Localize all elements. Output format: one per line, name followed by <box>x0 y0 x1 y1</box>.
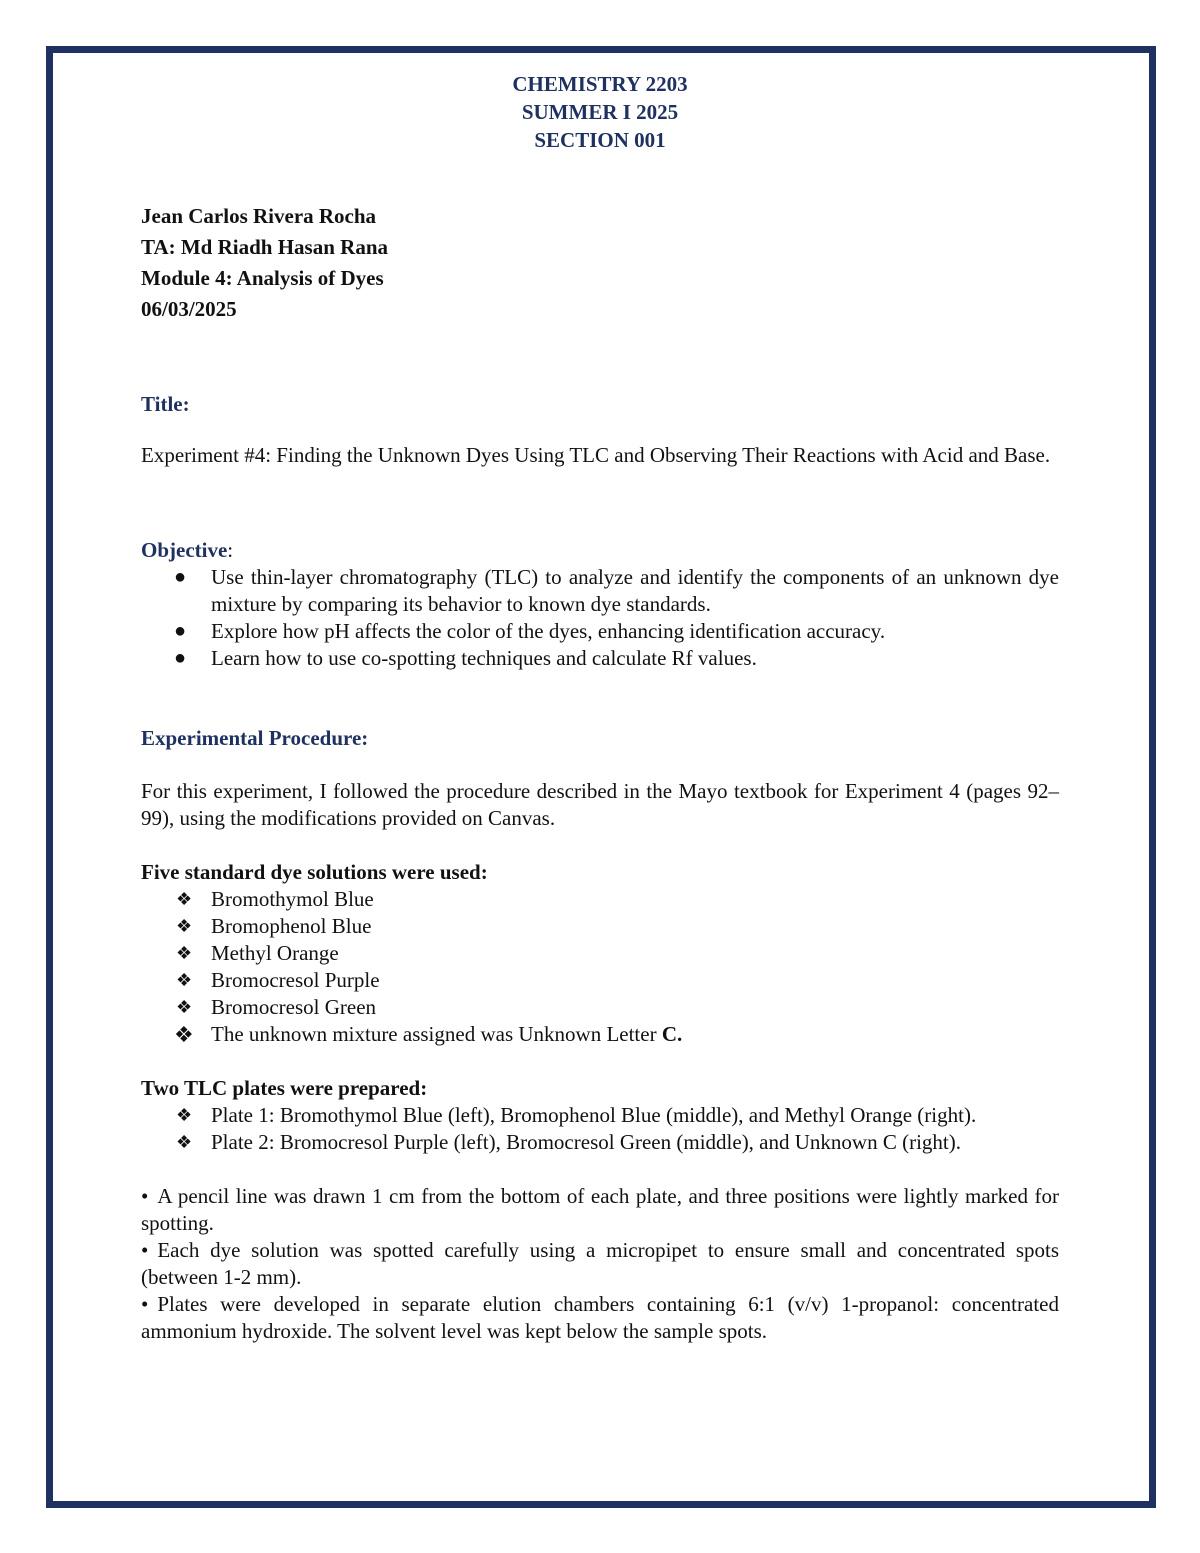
dye-name: Methyl Orange <box>211 941 339 965</box>
diamond-bullet-icon: ❖ <box>176 970 193 990</box>
objective-item <box>141 564 1059 618</box>
note-bullet-icon: • <box>141 1184 149 1208</box>
course-term: SUMMER I 2025 <box>521 100 679 124</box>
dye-name: Bromothymol Blue <box>211 887 374 911</box>
unknown-letter: C. <box>661 1022 683 1046</box>
note-bullet-icon: • <box>141 1238 149 1262</box>
report-date: 06/03/2025 <box>141 297 237 321</box>
objective-text: Explore how pH affects the color of the dyes, enhancing identification accuracy. <box>211 619 886 643</box>
objective-text: Learn how to use co-spotting techniques and calculate Rf values. <box>211 646 757 670</box>
note-bullet-icon: • <box>141 1292 149 1316</box>
dye-item <box>141 967 1059 994</box>
ta-name: TA: Md Riadh Hasan Rana <box>141 235 388 259</box>
procedure-note <box>141 1237 1059 1291</box>
student-info <box>141 201 1059 325</box>
objective-list <box>141 564 1059 672</box>
objective-item <box>141 645 1059 672</box>
diamond-bullet-icon: ❖ <box>176 889 193 909</box>
bullet-icon: ● <box>174 647 187 669</box>
procedure-intro: For this experiment, I followed the procedure described in the Mayo textbook for Experiment 4 (pages 92–99), using the modifications provided on Canvas. <box>141 779 1059 830</box>
dye-item <box>141 940 1059 967</box>
dye-item <box>141 913 1059 940</box>
diamond-bullet-icon: ❖ <box>176 1105 193 1125</box>
plate-list <box>141 1102 1059 1156</box>
course-section: SECTION 001 <box>534 128 666 152</box>
plate-text: Plate 1: Bromothymol Blue (left), Bromophenol Blue (middle), and Methyl Orange (right). <box>211 1103 977 1127</box>
diamond-bullet-icon: ❖ <box>176 916 193 936</box>
unknown-text: The unknown mixture assigned was Unknown Letter <box>211 1022 662 1046</box>
unknown-item <box>141 1021 1059 1048</box>
dye-item <box>141 994 1059 1021</box>
note-text: A pencil line was drawn 1 cm from the bottom of each plate, and three positions were lightly marked for spotting. <box>141 1184 1059 1235</box>
bullet-icon: ● <box>174 566 187 588</box>
procedure-note <box>141 1291 1059 1345</box>
bullet-icon: ● <box>174 620 187 642</box>
module-title: Module 4: Analysis of Dyes <box>141 266 384 290</box>
diamond-bullet-icon: ❖ <box>176 1132 193 1152</box>
document-body <box>141 70 1059 1345</box>
plate-text: Plate 2: Bromocresol Purple (left), Bromocresol Green (middle), and Unknown C (right). <box>211 1130 961 1154</box>
student-name: Jean Carlos Rivera Rocha <box>141 204 377 228</box>
plate-item <box>141 1129 1059 1156</box>
experiment-title: Experiment #4: Finding the Unknown Dyes Using TLC and Observing Their Reactions with Acid and Base. <box>141 443 1051 467</box>
diamond-bullet-icon: ❖ <box>176 943 193 963</box>
plates-heading: Two TLC plates were prepared: <box>141 1076 428 1100</box>
procedure-note <box>141 1183 1059 1237</box>
objective-heading-colon: : <box>227 538 234 562</box>
dye-name: Bromocresol Green <box>211 995 377 1019</box>
note-text: Each dye solution was spotted carefully using a micropipet to ensure small and concentrated spots (between 1-2 mm). <box>141 1238 1059 1289</box>
dye-name: Bromophenol Blue <box>211 914 372 938</box>
course-header <box>141 70 1059 154</box>
dye-list <box>141 886 1059 1048</box>
diamond-bullet-icon: ❖ <box>174 1022 194 1047</box>
procedure-heading: Experimental Procedure: <box>141 726 369 750</box>
course-title: CHEMISTRY 2203 <box>512 72 688 96</box>
plate-item <box>141 1102 1059 1129</box>
objective-item <box>141 618 1059 645</box>
title-heading: Title: <box>141 392 190 416</box>
procedure-notes <box>141 1183 1059 1345</box>
dyes-heading: Five standard dye solutions were used: <box>141 860 488 884</box>
objective-heading-label: Objective <box>141 538 228 562</box>
dye-item <box>141 886 1059 913</box>
objective-heading <box>141 537 1059 564</box>
note-text: Plates were developed in separate elution chambers containing 6:1 (v/v) 1-propanol: concentrated ammonium hydroxide. The solvent level was kept below the sample spots. <box>141 1292 1059 1343</box>
objective-text: Use thin-layer chromatography (TLC) to analyze and identify the components of an unknown dye mixture by comparing its behavior to known dye standards. <box>211 565 1059 616</box>
diamond-bullet-icon: ❖ <box>176 997 193 1017</box>
dye-name: Bromocresol Purple <box>211 968 380 992</box>
